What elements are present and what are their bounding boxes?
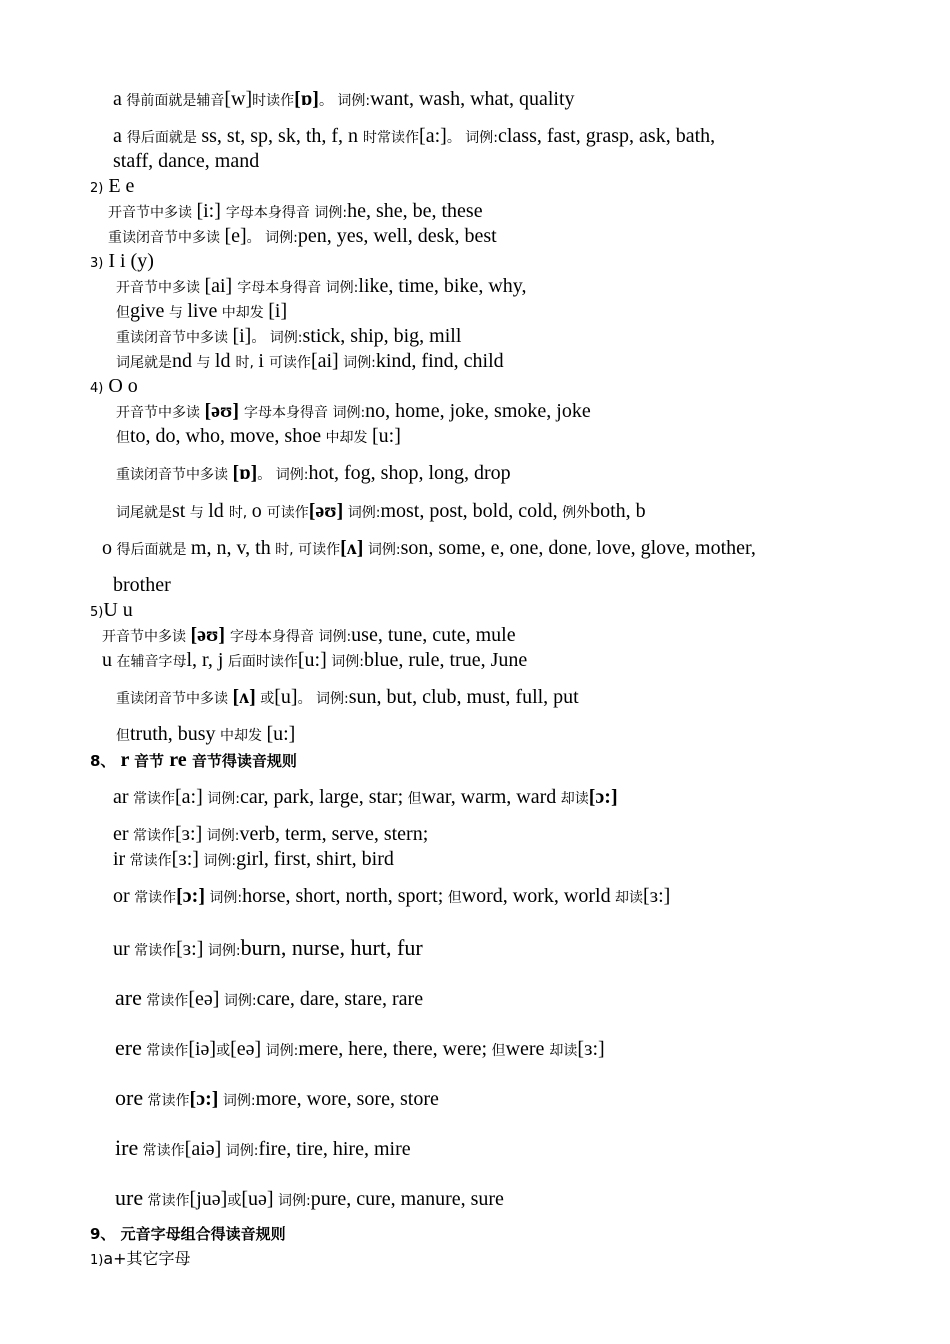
text-line: 重读闭音节中多读 [e]。 词例:pen, yes, well, desk, best xyxy=(108,225,497,247)
rule-line-ere: ere 常读作[iə]或[eə] 词例:mere, here, there, were; 但were 却读[ɜ:] xyxy=(115,1035,605,1060)
section-heading: 5)U u xyxy=(90,599,133,621)
rule-line-are: are 常读作[eə] 词例:care, dare, stare, rare xyxy=(115,985,424,1010)
rule-line-ore: ore 常读作[ɔ:] 词例:more, wore, sore, store xyxy=(115,1085,439,1110)
section-title: 8、 r 音节 re 音节得读音规则 xyxy=(90,749,297,771)
text-line: 开音节中多读 [ai] 字母本身得音 词例:like, time, bike, why, xyxy=(116,275,527,297)
text-line: 重读闭音节中多读 [ɒ]。 词例:hot, fog, shop, long, drop xyxy=(116,462,511,484)
text-line: a 得前面就是辅音[w]时读作[ɒ]。 词例:want, wash, what, quality xyxy=(113,88,575,110)
text-line: 重读闭音节中多读 [ʌ] 或[u]。 词例:sun, but, club, must, full, put xyxy=(116,686,579,708)
section-title: 9、 元音字母组合得读音规则 xyxy=(90,1225,286,1243)
rule-line-or: or 常读作[ɔ:] 词例:horse, short, north, sport; 但word, work, world 却读[ɜ:] xyxy=(113,885,671,907)
text-line: 开音节中多读 [i:] 字母本身得音 词例:he, she, be, these xyxy=(108,200,483,222)
section-heading: 2) E e xyxy=(90,175,135,197)
text-line: 重读闭音节中多读 [i]。 词例:stick, ship, big, mill xyxy=(116,325,462,347)
rule-line-ar: ar 常读作[a:] 词例:car, park, large, star; 但war, warm, ward 却读[ɔ:] xyxy=(113,786,618,808)
text-line: staff, dance, mand xyxy=(113,150,260,172)
text-line: brother xyxy=(113,574,171,596)
rule-line-ire: ire 常读作[aiə] 词例:fire, tire, hire, mire xyxy=(115,1135,411,1160)
text-line: 但to, do, who, move, shoe 中却发 [u:] xyxy=(116,425,401,447)
text-line: u 在辅音字母l, r, j 后面时读作[u:] 词例:blue, rule, true, June xyxy=(102,649,528,671)
text-line: 词尾就是nd 与 ld 时, i 可读作[ai] 词例:kind, find, child xyxy=(116,350,504,372)
text-line: 开音节中多读 [əʊ] 字母本身得音 词例:use, tune, cute, mule xyxy=(102,624,516,646)
text-line: o 得后面就是 m, n, v, th 时, 可读作[ʌ] 词例:son, some, e, one, done, love, glove, mother, xyxy=(102,537,756,559)
text-line: 但give 与 live 中却发 [i] xyxy=(116,300,288,322)
text-line: 开音节中多读 [əʊ] 字母本身得音 词例:no, home, joke, smoke, joke xyxy=(116,400,591,422)
rule-line-ur: ur 常读作[ɜ:] 词例:burn, nurse, hurt, fur xyxy=(113,935,423,960)
text-line: 但truth, busy 中却发 [u:] xyxy=(116,723,296,745)
section-heading: 3) I i (y) xyxy=(90,250,154,272)
rule-line-er: er 常读作[ɜ:] 词例:verb, term, serve, stern; xyxy=(113,823,429,845)
subsection-heading: 1)a+其它字母 xyxy=(90,1249,191,1268)
text-line: a 得后面就是 ss, st, sp, sk, th, f, n 时常读作[a:]。 词例:class, fast, grasp, ask, bath, xyxy=(113,125,716,147)
text-line: 词尾就是st 与 ld 时, o 可读作[əʊ] 词例:most, post, bold, cold, 例外both, b xyxy=(116,500,646,522)
rule-line-ir: ir 常读作[ɜ:] 词例:girl, first, shirt, bird xyxy=(113,848,394,870)
rule-line-ure: ure 常读作[juə]或[uə] 词例:pure, cure, manure, sure xyxy=(115,1185,504,1210)
section-heading: 4) O o xyxy=(90,375,138,397)
